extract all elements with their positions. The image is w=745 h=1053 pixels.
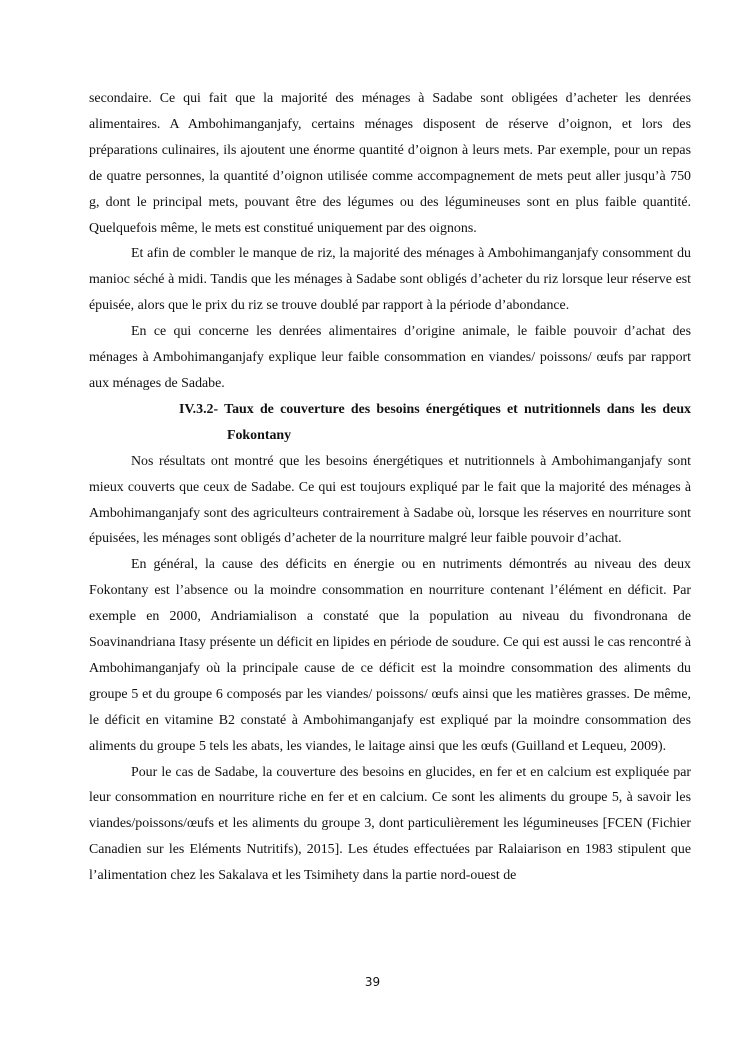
paragraph-4: Nos résultats ont montré que les besoins énergétiques et nutritionnels à Ambohimanganjafy sont mieux couverts que ceux de Sadabe. Ce qui est toujours expliqué par le fait que la majorité des ménages à Ambohimanganjafy sont des agriculteurs contrairement à Sadabe où, lorsque les réserves en nourriture sont épuisées, les ménages sont obligés d’acheter de la nourriture malgré leur faible pouvoir d’achat. xyxy=(89,453,691,547)
page-number: 39 xyxy=(364,975,381,989)
paragraph-2: Et afin de combler le manque de riz, la majorité des ménages à Ambohimanganjafy consomment du manioc séché à midi. Tandis que les ménages à Sadabe sont obligés d’acheter du riz lorsque leur réserve est épuisée, alors que le prix du riz se trouve doublé par rapport à la période d’abondance. xyxy=(89,246,691,314)
paragraph-3: En ce qui concerne les denrées alimentaires d’origine animale, le faible pouvoir d’achat des ménages à Ambohimanganjafy explique leur faible consommation en viandes/ poissons/ œufs par rapport aux ménages de Sadabe. xyxy=(89,324,691,391)
paragraph-6: Pour le cas de Sadabe, la couverture des besoins en glucides, en fer et en calcium est expliquée par leur consommation en nourriture riche en fer et en calcium. Ce sont les aliments du groupe 5, à savoir les viandes/poissons/œufs et les aliments du groupe 3, dont particulièrement les légumineuses [FCEN (Fichier Canadien sur les Eléments Nutritifs), 2015]. Les études effectuées par Ralaiarison en 1983 stipulent que l’alimentation chez les Sakalava et les Tsimihety dans la partie nord-ouest de xyxy=(89,764,691,884)
paragraph-5: En général, la cause des déficits en énergie ou en nutriments démontrés au niveau des deux Fokontany est l’absence ou la moindre consommation en nourriture contenant l’élément en déficit. Par exemple en 2000, Andriamialison a constaté que la population au niveau du fivondronana de Soavinandriana Itasy présente un déficit en lipides en période de soudure. Ce qui est aussi le cas rencontré à Ambohimanganjafy où la principale cause de ce déficit est la moindre consommation des aliments du groupe 5 et du groupe 6 composés par les viandes/ poissons/ œufs ainsi que les matières grasses. De même, le déficit en vitamine B2 constaté à Ambohimanganjafy est expliqué par la moindre consommation des aliments du groupe 5 tels les abats, les viandes, le laitage ainsi que les œufs (Guilland et Lequeu, 2009). xyxy=(89,557,691,754)
page-body xyxy=(89,86,691,889)
paragraph-1: secondaire. Ce qui fait que la majorité des ménages à Sadabe sont obligées d’acheter les denrées alimentaires. A Ambohimanganjafy, certains ménages disposent de réserve d’oignon, et lors des préparations culinaires, ils ajoutent une énorme quantité d’oignon à leurs mets. Par exemple, pour un repas de quatre personnes, la quantité d’oignon utilisée comme accompagnement de mets peut aller jusqu’à 750 g, dont le principal mets, pouvant être des légumes ou des légumineuses sont en plus faible quantité. Quelquefois même, le mets est constitué uniquement par des oignons. xyxy=(89,91,691,236)
section-heading-continuation: Fokontany xyxy=(227,427,292,443)
section-heading: IV.3.2- Taux de couverture des besoins énergétiques et nutritionnels dans les deux xyxy=(179,401,691,417)
